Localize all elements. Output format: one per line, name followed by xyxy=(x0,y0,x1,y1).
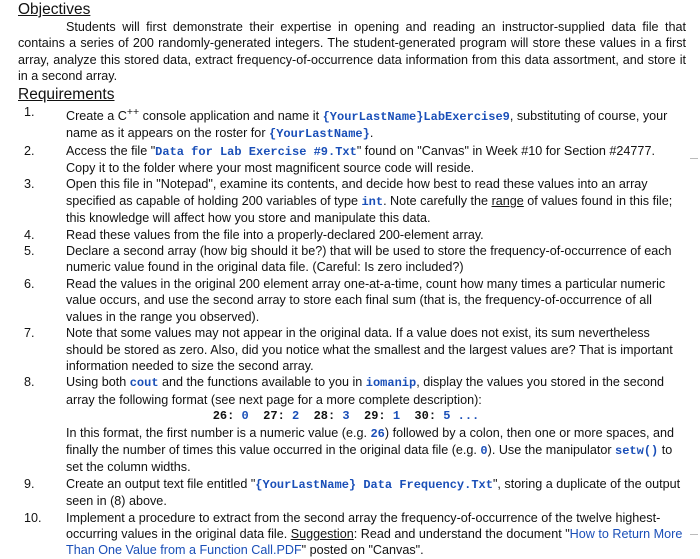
requirement-6: 6. Read the values in the original 200 element array one-at-a-time, count how many times a particular numeric value occurs, and use the second array to store each final sum (that is, the frequency-of-occurrence of all values in the range you observed). xyxy=(24,276,666,324)
requirements-heading: Requirements xyxy=(18,85,115,103)
lastname-code: {YourLastName} xyxy=(269,127,370,142)
data-file-code: Data for Lab Exercise #9.Txt xyxy=(155,144,357,159)
requirement-7: 7. Note that some values may not appear in the original data. If a value does not exist, its sum nevertheless should be stored as zero. Also, did you notice what the smallest and the largest values are? That is important information needed to size the second array. xyxy=(24,326,673,373)
page-edge-mark xyxy=(690,534,698,539)
objectives-heading: Objectives xyxy=(18,1,91,18)
document-page xyxy=(18,0,686,559)
page-edge-mark xyxy=(690,158,698,163)
project-name-code: {YourLastName}LabExercise9 xyxy=(322,109,510,124)
requirements-list xyxy=(18,104,686,559)
requirement-2: 2. Access the file "Data for Lab Exercise #9.Txt" found on "Canvas" in Week #10 for Section #24777. Copy it to the folder where your most magnificent source code will reside. xyxy=(24,143,655,176)
requirement-1: 1. Create a C++ console application and name it {YourLastName}LabExercise9, substituting of course, your name as it appears on the roster for {YourLastName}. xyxy=(24,104,668,142)
requirement-3: 3. Open this file in "Notepad", examine its contents, and decide how best to read these values into an array specified as capable of holding 200 variables of type int. Note carefully the range of values found in this file; this knowledge will affect how you store and manipulate this data. xyxy=(24,177,673,226)
requirement-10: 10. Implement a procedure to extract from the second array the frequency-of-occurrence of the twelve highest-occurring values in the original data file. Suggestion: Read and understand the document "How to Return More Than One Value from a Function Call.PDF" posted on "Canvas". xyxy=(24,510,683,558)
output-format-example: 26: 0 27: 2 28: 3 29: 1 30: 5 ... xyxy=(212,409,480,424)
requirement-8: 8. Using both cout and the functions available to you in iomanip, display the values you stored in the second array the following format (see next page for a more complete description): 26: 0 27: 2 28: 3 29: 1 30: 5 ... In this format, the first number is a numeric value (e.g. 26) followed by a colon, then one or more spaces, and finally the number of times this value occurred in the original data file (e.g. 0). Use the manipulator setw() to set the column widths. xyxy=(18,374,686,475)
document-link[interactable]: How to Return More Than One Value from a Function Call.PDF xyxy=(66,526,683,558)
requirement-4: 4. Read these values from the file into a properly-declared 200-element array. xyxy=(24,227,484,242)
objectives-paragraph: Students will first demonstrate their expertise in opening and reading an instructor-supplied data file that contains a series of 200 randomly-generated integers. The student-generated program will store these values in a first array, analyze this stored data, extract frequency-of-occurrence data information from this data assortment, and store it in a second array. xyxy=(18,20,686,84)
requirement-5: 5. Declare a second array (how big should it be?) that will be used to store the frequency-of-occurrence of each numeric value found in the original data file. (Careful: Is zero included?) xyxy=(24,244,672,275)
requirement-9: 9. Create an output text file entitled "{YourLastName} Data Frequency.Txt", storing a duplicate of the output seen in (8) above. xyxy=(24,476,681,509)
